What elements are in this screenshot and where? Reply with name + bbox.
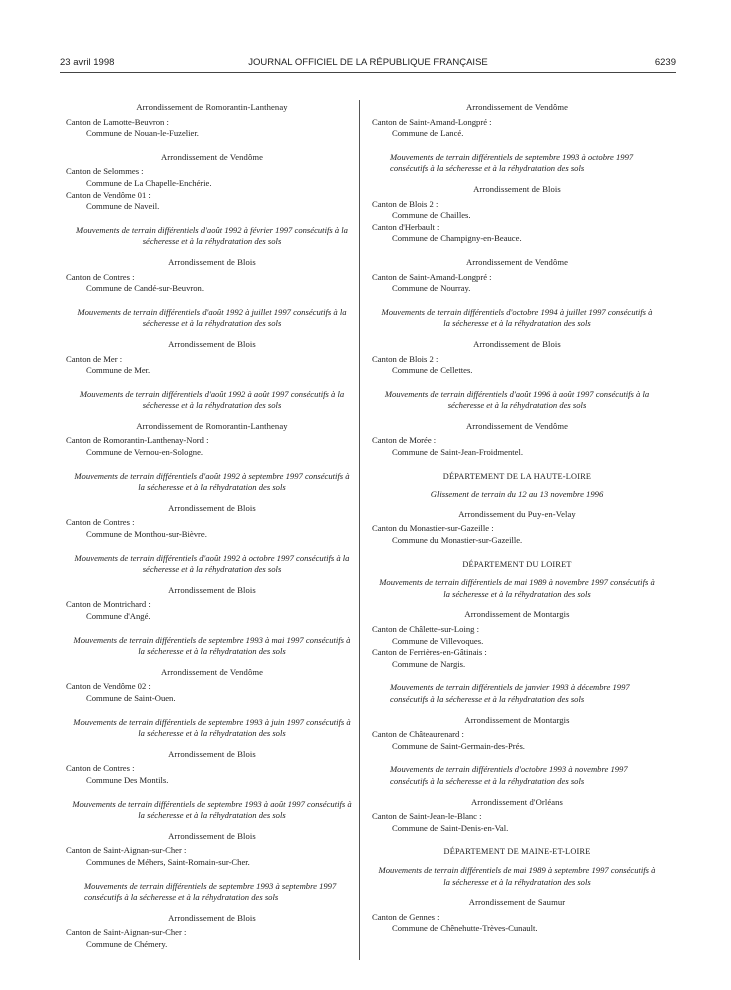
arrondissement-heading: Arrondissement de Blois (168, 830, 256, 841)
movement-heading: Mouvements de terrain différentiels d'août 1992 à juillet 1997 consécutifs à la sécheresse et à la réhydratation des sols (77, 306, 347, 329)
arrondissement-heading: Arrondissement d'Orléans (470, 796, 563, 807)
commune-line: Commune de Chémery. (86, 938, 168, 949)
movement-heading: Mouvements de terrain différentiels d'août 1992 à août 1997 consécutifs à la sécheresse et à la réhydratation des sols (79, 388, 345, 411)
canton-line: Canton de Mer : (66, 353, 123, 364)
canton-line: Canton de Châlette-sur-Loing : (372, 624, 479, 634)
commune-line: Commune de Champigny-en-Beauce. (392, 233, 522, 244)
commune-line: Commune Des Montils. (86, 774, 169, 785)
left-column (66, 102, 358, 950)
canton-line: Canton de Contres : (66, 763, 135, 774)
commune-line: Commune de Lancé. (392, 128, 464, 139)
commune-line: Communes de Méhers, Saint-Romain-sur-Cher. (86, 856, 250, 867)
canton-line: Canton de Contres : (66, 271, 135, 282)
movement-heading: Mouvements de terrain différentiels de septembre 1993 à août 1997 consécutifs à la sécheresse et à la réhydratation des sols (72, 798, 352, 821)
commune-line: Commune de Naveil. (86, 201, 160, 212)
arrondissement-heading: Arrondissement de Montargis (464, 609, 570, 620)
movement-heading: Mouvements de terrain différentiels d'août 1992 à septembre 1997 consécutifs à la sécheresse et à la réhydratation des sols (74, 470, 350, 493)
canton-line: Canton de Montrichard : (66, 599, 151, 610)
movement-heading: Mouvements de terrain différentiels d'octobre 1994 à juillet 1997 consécutifs à la sécheresse et à la réhydratation des sols (381, 306, 653, 329)
canton-line: Canton de Morée : (372, 435, 437, 446)
arrondissement-heading: Arrondissement de Vendôme (465, 102, 569, 112)
canton-line: Canton de Saint-Jean-le-Blanc : (372, 811, 482, 822)
arrondissement-heading: Arrondissement de Blois (168, 338, 256, 349)
canton-line: Canton de Selommes : (66, 166, 144, 177)
canton-line: Canton de Saint-Aignan-sur-Cher : (66, 845, 187, 856)
column-divider (359, 100, 360, 960)
commune-line: Commune de Villevoques. (392, 635, 484, 646)
commune-line: Commune de Chailles. (392, 210, 471, 221)
arrondissement-heading: Arrondissement de Romorantin-Lanthenay (136, 420, 288, 431)
commune-line: Commune de Mer. (86, 365, 151, 376)
arrondissement-heading: Arrondissement de Blois (168, 584, 256, 595)
arrondissement-heading: Arrondissement de Saumur (468, 897, 566, 908)
commune-line: Commune de Chênehutte-Trèves-Cunault. (392, 923, 538, 934)
canton-line: Canton de Blois 2 : (372, 198, 439, 209)
arrondissement-heading: Arrondissement du Puy-en-Velay (458, 508, 576, 519)
arrondissement-heading: Arrondissement de Romorantin-Lanthenay (136, 102, 288, 112)
commune-line: Commune de Monthou-sur-Bièvre. (86, 529, 207, 540)
movement-heading: Mouvements de terrain différentiels de septembre 1993 à juin 1997 consécutifs à la sécheresse et à la réhydratation des sols (73, 716, 351, 739)
commune-line: Commune du Monastier-sur-Gazeille. (392, 535, 523, 546)
movement-heading: Mouvements de terrain différentiels de janvier 1993 à décembre 1997 consécutifs à la sécheresse et à la réhydratation des sols (390, 682, 630, 704)
canton-line: Canton de Châteaurenard : (372, 729, 464, 740)
canton-line: Canton de Saint-Amand-Longpré : (372, 116, 492, 127)
arrondissement-heading: Arrondissement de Blois (473, 338, 561, 349)
commune-line: Commune d'Angé. (86, 611, 151, 621)
arrondissement-heading: Arrondissement de Vendôme (465, 420, 569, 431)
canton-line: Canton de Saint-Aignan-sur-Cher : (66, 927, 187, 938)
commune-line: Commune de La Chapelle-Enchérie. (86, 177, 212, 188)
canton-line: Canton de Romorantin-Lanthenay-Nord : (66, 435, 209, 446)
canton-line: Canton de Blois 2 : (372, 353, 439, 364)
arrondissement-heading: Arrondissement de Montargis (464, 714, 570, 725)
commune-line: Commune de Saint-Ouen. (86, 692, 176, 703)
commune-line: Commune de Saint-Denis-en-Val. (392, 822, 509, 833)
commune-line: Commune de Nargis. (392, 658, 466, 669)
commune-line: Commune de Vernou-en-Sologne. (86, 447, 204, 458)
commune-line: Commune de Cellettes. (392, 365, 473, 376)
canton-line: Canton de Contres : (66, 517, 135, 528)
header-page-number: 6239 (654, 57, 676, 68)
canton-line: Canton de Ferrières-en-Gâtinais : (372, 647, 487, 658)
canton-line: Canton de Saint-Amand-Longpré : (372, 271, 492, 282)
arrondissement-heading: Arrondissement de Blois (168, 502, 256, 513)
header-journal-title: JOURNAL OFFICIEL DE LA RÉPUBLIQUE FRANÇAISE (248, 57, 488, 68)
commune-line: Commune de Saint-Jean-Froidmentel. (392, 447, 524, 458)
movement-heading: Mouvements de terrain différentiels d'octobre 1993 à novembre 1997 consécutifs à la sécheresse et à la réhydratation des sols (390, 764, 628, 786)
movement-heading: Mouvements de terrain différentiels de septembre 1993 à mai 1997 consécutifs à la sécheresse et à la réhydratation des sols (73, 634, 351, 657)
movement-heading: Mouvements de terrain différentiels de septembre 1993 à septembre 1997 consécutifs à la sécheresse et à la réhydratation des sols (84, 880, 337, 903)
commune-line: Commune de Nourray. (392, 283, 471, 294)
arrondissement-heading: Arrondissement de Vendôme (160, 666, 264, 677)
arrondissement-heading: Arrondissement de Vendôme (465, 256, 569, 267)
movement-heading: Mouvements de terrain différentiels d'août 1996 à août 1997 consécutifs à la sécheresse et à la réhydratation des sols (384, 388, 650, 411)
canton-line: Canton de Vendôme 02 : (66, 681, 151, 692)
department-heading: DÉPARTEMENT DU LOIRET (462, 559, 572, 569)
movement-heading: Mouvements de terrain différentiels de mai 1989 à novembre 1997 consécutifs à la sécheresse et à la réhydratation des sols (379, 577, 655, 599)
movement-heading: Mouvements de terrain différentiels de mai 1989 à septembre 1997 consécutifs à la sécheresse et à la réhydratation des sols (378, 864, 656, 887)
canton-line: Canton de Vendôme 01 : (66, 189, 151, 200)
commune-line: Commune de Nouan-le-Fuzelier. (86, 128, 199, 139)
arrondissement-heading: Arrondissement de Blois (168, 912, 256, 923)
movement-heading: Mouvements de terrain différentiels d'août 1992 à février 1997 consécutifs à la sécheresse et à la réhydratation des sols (76, 224, 348, 247)
header-rule (60, 72, 676, 73)
canton-line: Canton de Lamotte-Beuvron : (66, 116, 169, 127)
commune-line: Commune de Candé-sur-Beuvron. (86, 283, 204, 294)
commune-line: Commune de Saint-Germain-des-Prés. (392, 740, 525, 751)
arrondissement-heading: Arrondissement de Blois (473, 183, 561, 194)
arrondissement-heading: Arrondissement de Vendôme (160, 151, 264, 162)
right-column (372, 102, 662, 935)
arrondissement-heading: Arrondissement de Blois (168, 748, 256, 759)
arrondissement-heading: Arrondissement de Blois (168, 256, 256, 267)
department-heading: DÉPARTEMENT DE MAINE-ET-LOIRE (443, 847, 591, 857)
canton-line: Canton du Monastier-sur-Gazeille : (372, 523, 494, 534)
canton-line: Canton d'Herbault : (372, 221, 440, 232)
canton-line: Canton de Gennes : (372, 911, 440, 922)
movement-heading: Mouvements de terrain différentiels d'août 1992 à octobre 1997 consécutifs à la sécheresse et à la réhydratation des sols (74, 552, 350, 575)
department-heading: DÉPARTEMENT DE LA HAUTE-LOIRE (442, 471, 592, 481)
page-header (60, 57, 676, 73)
landslide-heading: Glissement de terrain du 12 au 13 novembre 1996 (430, 489, 604, 500)
header-date: 23 avril 1998 (60, 57, 115, 68)
movement-heading: Mouvements de terrain différentiels de septembre 1993 à octobre 1997 consécutifs à la sécheresse et à la réhydratation des sols (390, 151, 634, 174)
